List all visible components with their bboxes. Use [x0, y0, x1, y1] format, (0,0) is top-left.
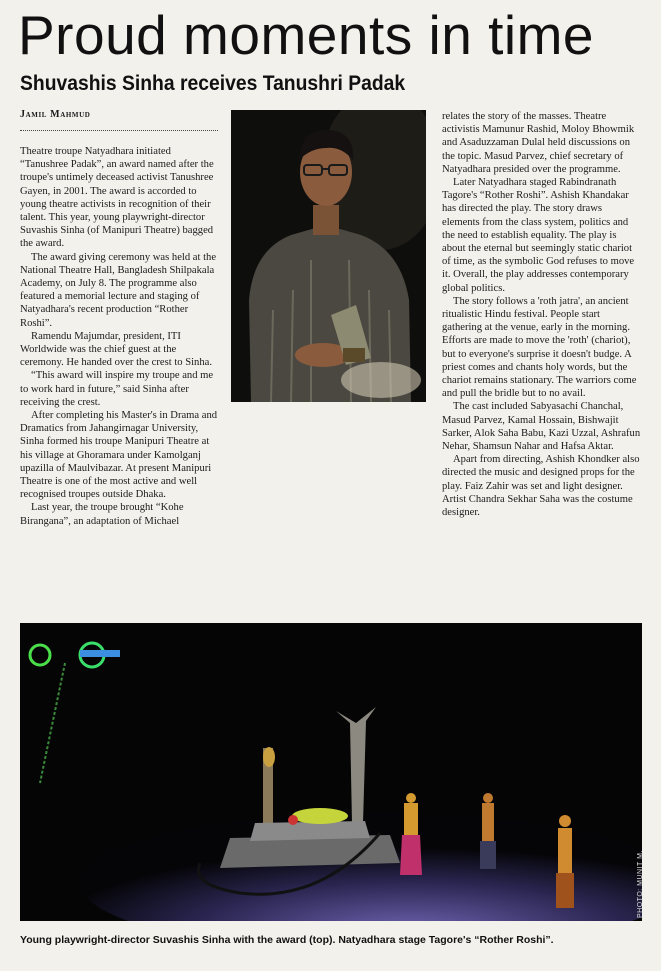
paragraph: The award giving ceremony was held at the National Theatre Hall, Bangladesh Shilpakala Academy, on July 8. The programme also featured a memorial lecture and staging of Natyadhara's recent production “Rother Roshi”.: [20, 251, 217, 329]
portrait-photo: [231, 110, 426, 402]
byline-divider: [20, 130, 218, 131]
paragraph: The story follows a 'roth jatra', an ancient ritualistic Hindu festival. People start gathering at the venue, early in the morning. Efforts are made to move the 'roth' (chariot), but to everyone's surprise it doesn't budge. A priest comes and chants holy words, but the chariot remains stationary. The warriors come and pull the bridle but to no avail.: [442, 295, 637, 400]
paragraph: Apart from directing, Ashish Khondker also directed the music and designed props for the play. Faiz Zahir was set and light designer. Artist Chandra Sekhar Saha was the costume designer.: [442, 454, 640, 519]
paragraph: Last year, the troupe brought “Kohe Birangana”, an adaptation of Michael: [20, 502, 184, 527]
paragraph: After completing his Master's in Drama and Dramatics from Jahangirnagar University, Sinha formed his troupe Manipuri Theatre at his village at Ghoramara under Kamolganj upazilla of Maulvibazar. At present Manipuri Theatre is one of the most active and well recognised troupes outside Dhaka.: [20, 410, 218, 501]
paragraph: The cast included Sabyasachi Chanchal, Masud Parvez, Kamal Hossain, Bishwajit Sarker, Alok Saha Babu, Kazi Uzzal, Ashrafun Nehar, Shamsun Nahar and Hafsa Aktar.: [442, 401, 641, 453]
article-column-3: [442, 110, 642, 519]
paragraph: Theatre troupe Natyadhara initiated “Tanushree Padak”, an award named after the troupe's untimely deceased activist Tanushree Gayen, in 2001. The award is accorded to young theatre activists in recognition of their talent. This year, young playwright-director Suvashis Sinha (of Manipuri Theatre) bagged the award.: [20, 146, 214, 250]
stage-photo: [20, 623, 642, 921]
paragraph: Ramendu Majumdar, president, ITI Worldwide was the chief guest at the ceremony. He handed over the crest to Sinha.: [20, 330, 212, 369]
paragraph: Later Natyadhara staged Rabindranath Tagore's “Rother Roshi”. Ashish Khandakar has directed the play. The story draws elements from the class system, politics and the need to establish equality. The play is about the eternal but seemingly static chariot of time, as the symbolic God refuses to move it. Overall, the play addresses contemporary global politics.: [442, 177, 635, 294]
paragraph: “This award will inspire my troupe and me to work hard in future,” said Sinha after receiving the crest.: [20, 370, 214, 408]
headline: Proud moments in time: [18, 4, 594, 66]
paragraph: relates the story of the masses. Theatre activistis Mamunur Rashid, Moloy Bhowmik and Asaduzzaman Dulal held discussions on the topic. Masud Parvez, chief secretary of Natyadhara presided over the programme.: [442, 111, 635, 175]
subheadline: Shuvashis Sinha receives Tanushri Padak: [20, 72, 406, 95]
photo-caption: Young playwright-director Suvashis Sinha with the award (top). Natyadhara stage Tagore's “Rother Roshi”.: [20, 934, 554, 946]
byline: Jamil Mahmud: [20, 109, 91, 120]
article-column-1: [20, 145, 220, 528]
photo-credit: PHOTO: MUNIT M.: [637, 850, 644, 918]
